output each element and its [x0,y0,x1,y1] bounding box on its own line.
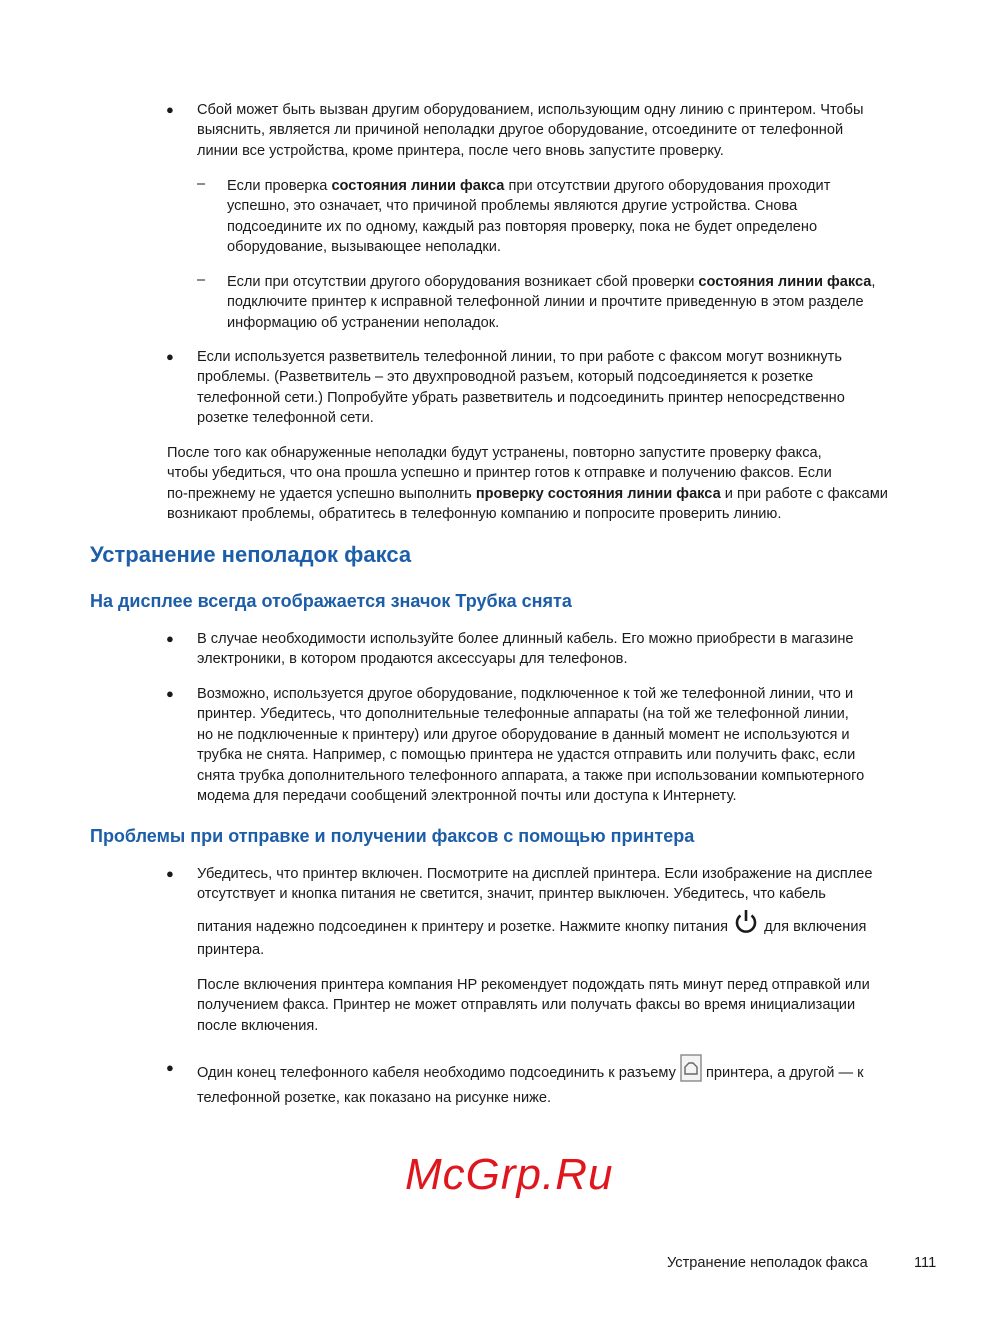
bullet-marker: ● [166,686,174,701]
bullet-text: В случае необходимости используйте более длинный кабель. Его можно приобрести в магазине электроники, в котором продаются аксессуары для телефонов. [197,631,854,668]
text: Один конец телефонного кабеля необходимо подсоединить к разъему [197,1064,680,1081]
bullet-text: Возможно, используется другое оборудование, подключенное к той же телефонной линии, что и принтер. Убедитесь, что дополнительные телефонные аппараты (на той же телефонной линии, но не подключенные к принтеру) или другое оборудование в данный момент не используются и трубка не снята. Например, с помощью принтера не удастся отправить или получить факс, если снята трубка дополнительного телефонного аппарата, а также при использовании компьютерного модема для передачи сообщений электронной почты или доступа к Интернету. [197,686,865,805]
dash-text [227,176,830,258]
dash-marker: – [197,272,206,288]
bullet-marker: ● [166,866,174,881]
bullet-text: Если используется разветвитель телефонной линии, то при работе с факсом могут возникнуть проблемы. (Разветвитель – это двухпроводной разъем, который подсоединяется к розетке телефонной сети.) Попробуйте убрать разветвитель и подсоединить принтер непосредственно розетке телефонной сети. [197,349,845,427]
text: Если при отсутствии другого оборудования возникает сбой проверки [227,274,699,290]
bullet-text: Убедитесь, что принтер включен. Посмотрите на дисплей принтера. Если изображение на дисплее отсутствует и кнопка питания не светится, значит, принтер выключен. Убедитесь, что кабель [197,866,873,903]
text: и при работе с факсами возникают проблемы, обратитесь в телефонную компанию и попросите проверить линию. [167,485,888,523]
bullet-text: Сбой может быть вызван другим оборудованием, использующим одну линию с принтером. Чтобы выяснить, является ли причиной неполадки другое оборудование, отсоедините от телефонной линии все устройства, кроме принтера, после чего вновь запустите проверку. [197,102,864,159]
bullet-text: принтера. [197,942,265,958]
paragraph [167,443,888,525]
text: , подключите принтер к исправной телефонной линии и прочтите приведенную в этом разделе информацию об устранении неполадок. [227,274,876,331]
text: для включения [760,918,867,935]
bullet-marker: ● [166,631,174,646]
dash-marker: – [197,176,206,192]
section-heading: Устранение неполадок факса [90,542,412,567]
power-icon [732,908,760,946]
bold-term: состояния линии факса [331,178,505,194]
text: при отсутствии другого оборудования проходит успешно, это означает, что причиной проблемы являются другие устройства. Снова подсоедините их по одному, каждый раз повторяя проверку, пока не будет определено оборудование, вызывающее неполадки. [227,178,831,256]
bullet-marker: ● [166,1060,174,1075]
text: питания надежно подсоединен к принтеру и розетке. Нажмите кнопку питания [197,918,733,935]
watermark: McGrp.Ru [405,1150,614,1199]
subsection-heading: На дисплее всегда отображается значок Трубка снята [90,591,572,611]
bold-term: проверку состояния линии факса [475,485,721,502]
bullet-text [197,1054,864,1092]
text: Если проверка [227,178,332,194]
dash-text [227,272,875,333]
bullet-text [197,908,866,946]
footer-section-title: Устранение неполадок факса [667,1255,868,1271]
bullet-marker: ● [166,102,174,117]
text: После того как обнаруженные неполадки будут устранены, повторно запустите проверку факса, чтобы убедиться, что она прошла успешно и принтер готов к отправке и получению факсов. Если по-прежнему не удается успешно выполнить [167,445,832,502]
text: принтера, а другой — к [701,1064,864,1081]
fax-port-icon [680,1054,702,1092]
bullet-text: телефонной розетке, как показано на рисунке ниже. [197,1090,552,1106]
bold-term: состояния линии факса [698,274,872,290]
subsection-heading: Проблемы при отправке и получении факсов с помощью принтера [90,826,695,846]
bullet-marker: ● [166,349,174,364]
paragraph: После включения принтера компания HP рекомендует подождать пять минут перед отправкой или получением факса. Принтер не может отправлять или получать факсы во время инициализации после включения. [197,977,870,1034]
page-number: 111 [914,1255,937,1271]
